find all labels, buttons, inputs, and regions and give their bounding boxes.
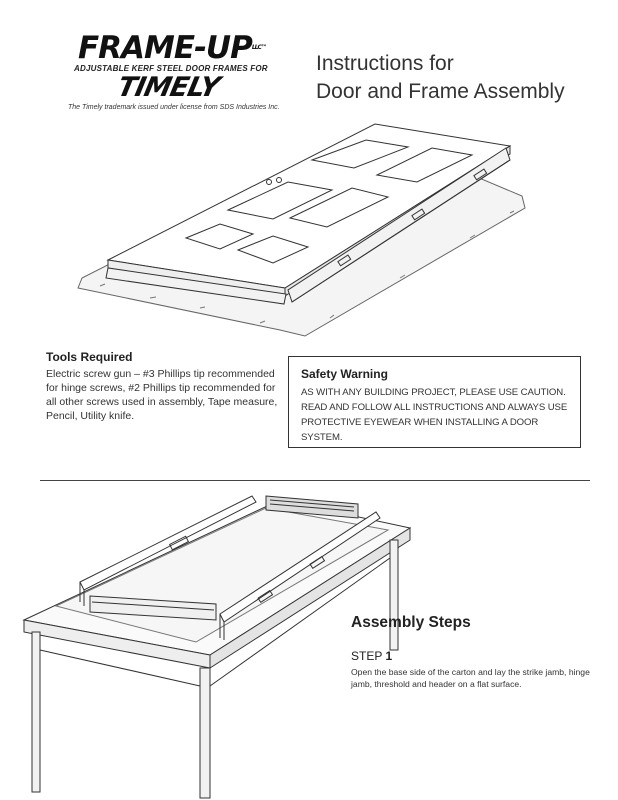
assembly-heading: Assembly Steps [351,614,471,631]
tools-required-section [46,350,286,423]
timely-logo: TIMELY [114,72,222,103]
door-frame-illustration [70,118,540,343]
tools-heading: Tools Required [46,350,133,364]
section-divider [40,480,590,481]
safety-warning-box [288,356,581,448]
title-line-2: Door and Frame Assembly [316,80,565,103]
logo-brand: FRAME-UP [78,30,252,66]
logo-tm: ™ [260,44,266,51]
assembly-steps-section [351,614,601,690]
tools-body: Electric screw gun – #3 Phillips tip recommended for hinge screws, #2 Phillips tip recommended for all other screws used in assembly, Tape measure, Pencil, Utility knife. [46,368,278,422]
license-note: The Timely trademark issued under license from SDS Industries Inc. [68,104,280,111]
logo-llc: LLC [251,44,261,51]
logo-tagline: ADJUSTABLE KERF STEEL DOOR FRAMES FOR [74,64,268,73]
step-number: 1 [385,649,393,663]
step-1-text: Open the base side of the carton and lay the strike jamb, hinge jamb, threshold and header on a flat surface. [351,667,590,689]
step-word: STEP [351,649,383,663]
page-title [316,50,565,106]
step-label [351,649,601,663]
safety-body: AS WITH ANY BUILDING PROJECT, PLEASE USE CAUTION. READ AND FOLLOW ALL INSTRUCTIONS AND ALWAYS USE PROTECTIVE EYEWEAR WHEN INSTALLING A DOOR SYSTEM. [301,387,568,443]
safety-heading: Safety Warning [301,367,388,381]
frame-up-logo [62,32,292,102]
title-line-1: Instructions for [316,52,454,75]
